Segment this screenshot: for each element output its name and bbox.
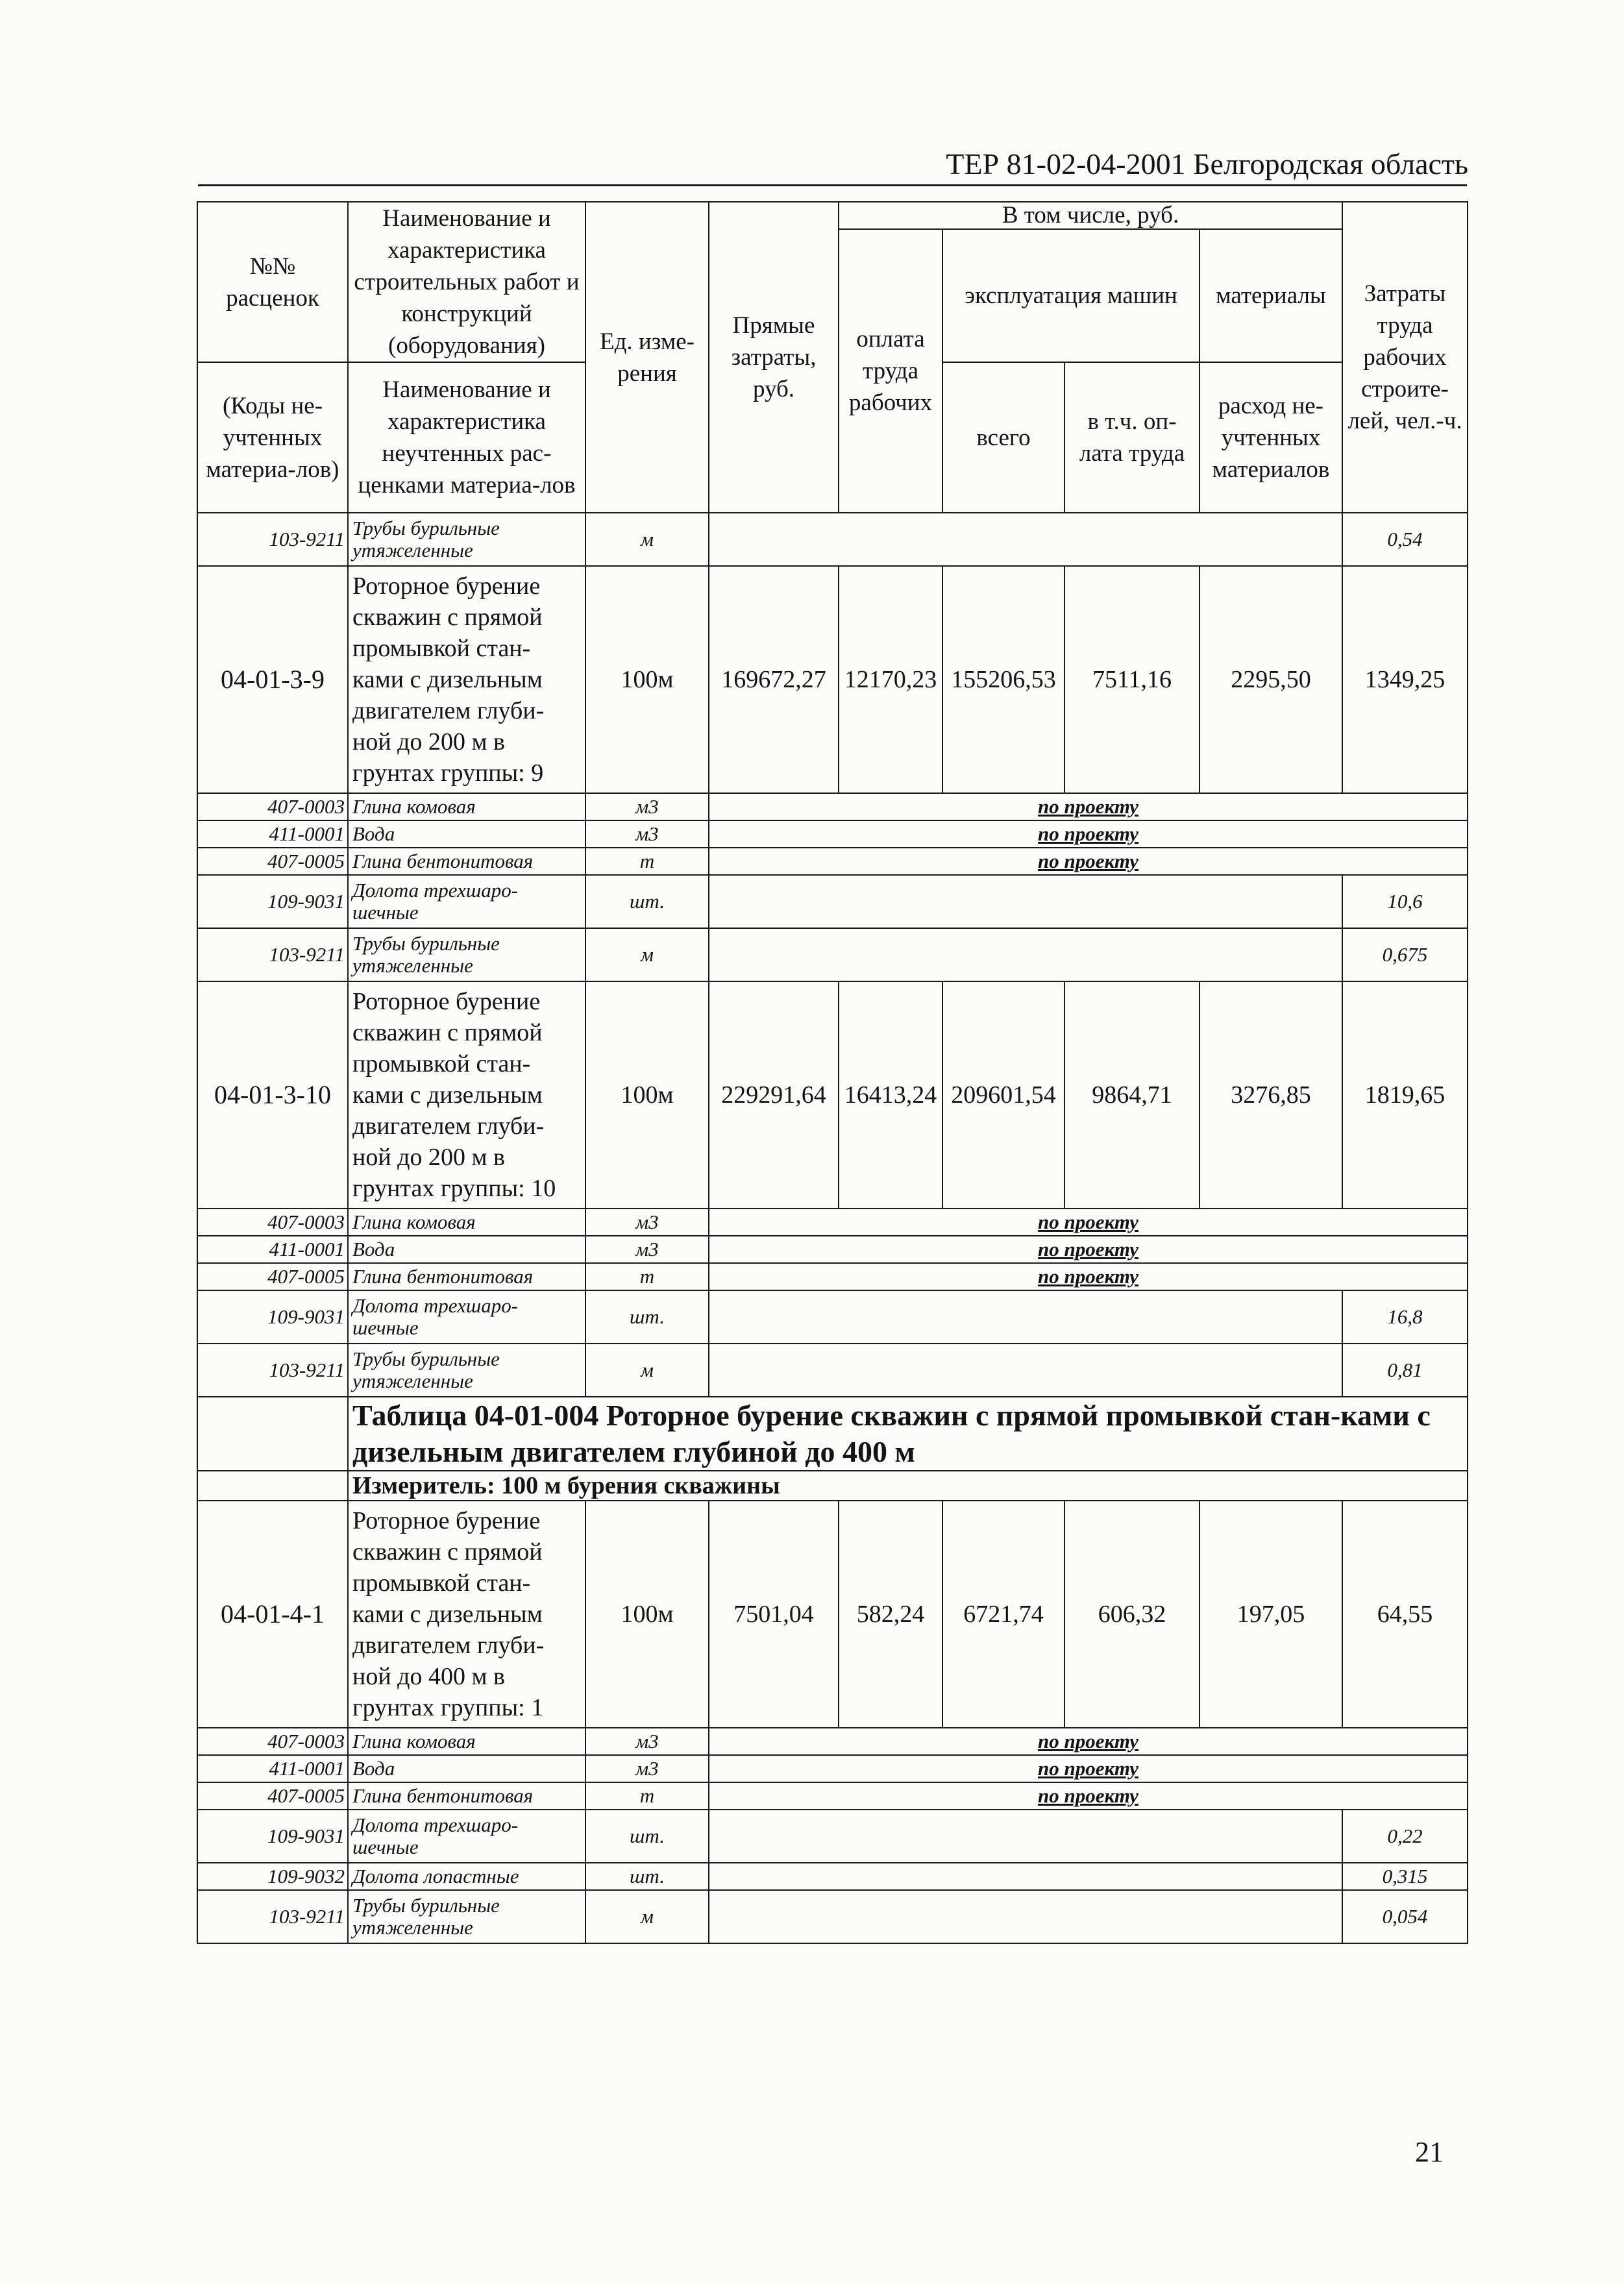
- machines-total: 155206,53: [942, 566, 1064, 793]
- material-per-project: по проекту: [709, 1209, 1468, 1236]
- material-name: Вода: [348, 1236, 585, 1263]
- empty-cell: [709, 1810, 1342, 1863]
- header-code-2: (Коды не-учтенных материа-лов): [197, 362, 348, 513]
- header-name-2: Наименование и характеристика неучтенных рас-ценками материа-лов: [348, 362, 585, 513]
- material-usage: 0,22: [1342, 1810, 1468, 1863]
- empty-cell: [197, 1471, 348, 1501]
- rate-code: 04-01-3-9: [197, 566, 348, 793]
- table-row: [197, 1290, 1468, 1344]
- material-name: Глина бентонитовая: [348, 848, 585, 875]
- material-name: Вода: [348, 820, 585, 848]
- rate-name: Роторное бурение скважин с прямой промывкой стан-ками с дизельным двигателем глуби-ной до 200 м в грунтах группы: 9: [348, 566, 585, 793]
- table-row: [197, 875, 1468, 928]
- empty-cell: [709, 1863, 1342, 1890]
- material-per-project: по проекту: [709, 1782, 1468, 1810]
- table-row: [197, 1263, 1468, 1290]
- table-row: [197, 1810, 1468, 1863]
- materials: 3276,85: [1200, 981, 1342, 1209]
- labor-hours: 64,55: [1342, 1501, 1468, 1728]
- material-code: 411-0001: [197, 1755, 348, 1782]
- machines-pay: 9864,71: [1064, 981, 1200, 1209]
- empty-cell: [709, 1890, 1342, 1943]
- page-number: 21: [1415, 2136, 1444, 2168]
- material-code: 109-9032: [197, 1863, 348, 1890]
- machines-pay: 606,32: [1064, 1501, 1200, 1728]
- material-usage: 0,81: [1342, 1344, 1468, 1397]
- rate-name: Роторное бурение скважин с прямой промывкой стан-ками с дизельным двигателем глуби-ной до 200 м в грунтах группы: 10: [348, 981, 585, 1209]
- empty-cell: [709, 1344, 1342, 1397]
- direct-costs: 229291,64: [709, 981, 839, 1209]
- material-name: Долота трехшаро-шечные: [348, 1290, 585, 1344]
- table-row: [197, 1890, 1468, 1943]
- section-measure: Измеритель: 100 м бурения скважины: [348, 1471, 1468, 1501]
- material-unit: м: [585, 1890, 709, 1943]
- material-unit: т: [585, 1782, 709, 1810]
- rate-code: 04-01-3-10: [197, 981, 348, 1209]
- material-code: 109-9031: [197, 875, 348, 928]
- material-unit: шт.: [585, 1863, 709, 1890]
- material-unit: м3: [585, 1728, 709, 1755]
- header-direct-costs: Прямые затраты, руб.: [709, 202, 839, 513]
- table-row: [197, 1344, 1468, 1397]
- table-row: [197, 1501, 1468, 1728]
- material-code: 407-0003: [197, 793, 348, 820]
- material-usage: 0,315: [1342, 1863, 1468, 1890]
- material-usage: 10,6: [1342, 875, 1468, 928]
- header-rule: [198, 184, 1467, 186]
- material-code: 103-9211: [197, 1344, 348, 1397]
- material-code: 407-0003: [197, 1728, 348, 1755]
- table-row: [197, 1236, 1468, 1263]
- machines-total: 209601,54: [942, 981, 1064, 1209]
- section-title-row: [197, 1397, 1468, 1471]
- table-row: [197, 1863, 1468, 1890]
- rate-unit: 100м: [585, 1501, 709, 1728]
- materials: 197,05: [1200, 1501, 1342, 1728]
- header-machines-total: всего: [942, 362, 1064, 513]
- material-code: 109-9031: [197, 1290, 348, 1344]
- empty-cell: [197, 1397, 348, 1471]
- material-name: Долота лопастные: [348, 1863, 585, 1890]
- empty-cell: [709, 513, 1342, 566]
- table-row: [197, 981, 1468, 1209]
- material-per-project: по проекту: [709, 1236, 1468, 1263]
- material-code: 411-0001: [197, 1236, 348, 1263]
- material-code: 407-0005: [197, 1782, 348, 1810]
- header-machines-pay: в т.ч. оп-лата труда: [1064, 362, 1200, 513]
- table-row: [197, 566, 1468, 793]
- table-row: [197, 848, 1468, 875]
- material-per-project: по проекту: [709, 1755, 1468, 1782]
- table-row: [197, 1755, 1468, 1782]
- material-name: Глина бентонитовая: [348, 1263, 585, 1290]
- header-name: Наименование и характеристика строительных работ и конструкций (оборудования): [348, 202, 585, 362]
- header-materials: материалы: [1200, 229, 1342, 362]
- material-unit: шт.: [585, 1290, 709, 1344]
- machines-pay: 7511,16: [1064, 566, 1200, 793]
- table-header-row: [197, 202, 1468, 229]
- table-row: [197, 820, 1468, 848]
- material-unit: шт.: [585, 875, 709, 928]
- material-usage: 0,054: [1342, 1890, 1468, 1943]
- material-name: Трубы бурильные утяжеленные: [348, 1344, 585, 1397]
- material-code: 407-0005: [197, 848, 348, 875]
- material-code: 407-0005: [197, 1263, 348, 1290]
- material-per-project: по проекту: [709, 1728, 1468, 1755]
- labor-pay: 16413,24: [839, 981, 942, 1209]
- header-machines: эксплуатация машин: [942, 229, 1200, 362]
- direct-costs: 7501,04: [709, 1501, 839, 1728]
- material-code: 407-0003: [197, 1209, 348, 1236]
- material-per-project: по проекту: [709, 848, 1468, 875]
- material-usage: 0,54: [1342, 513, 1468, 566]
- material-name: Глина бентонитовая: [348, 1782, 585, 1810]
- header-labor-pay: оплата труда рабочих: [839, 229, 942, 513]
- labor-pay: 582,24: [839, 1501, 942, 1728]
- table-row: [197, 1209, 1468, 1236]
- material-name: Глина комовая: [348, 1728, 585, 1755]
- material-unit: м3: [585, 793, 709, 820]
- header-including: В том числе, руб.: [839, 202, 1342, 229]
- material-code: 103-9211: [197, 1890, 348, 1943]
- material-unit: т: [585, 848, 709, 875]
- header-materials-usage: расход не-учтенных материалов: [1200, 362, 1342, 513]
- material-per-project: по проекту: [709, 793, 1468, 820]
- material-usage: 0,675: [1342, 928, 1468, 981]
- machines-total: 6721,74: [942, 1501, 1064, 1728]
- material-usage: 16,8: [1342, 1290, 1468, 1344]
- section-title: Таблица 04-01-004 Роторное бурение скважин с прямой промывкой стан-ками с дизельным двигателем глубиной до 400 м: [348, 1397, 1468, 1471]
- material-per-project: по проекту: [709, 820, 1468, 848]
- document-header: ТЕР 81-02-04-2001 Белгородская область: [946, 147, 1468, 180]
- header-labor-costs: Затраты труда рабочих строите-лей, чел.-ч.: [1342, 202, 1468, 513]
- material-name: Трубы бурильные утяжеленные: [348, 513, 585, 566]
- material-name: Долота трехшаро-шечные: [348, 1810, 585, 1863]
- empty-cell: [709, 928, 1342, 981]
- material-name: Трубы бурильные утяжеленные: [348, 1890, 585, 1943]
- table-row: [197, 1728, 1468, 1755]
- table-row: [197, 513, 1468, 566]
- material-code: 103-9211: [197, 513, 348, 566]
- material-code: 103-9211: [197, 928, 348, 981]
- material-code: 411-0001: [197, 820, 348, 848]
- material-unit: м3: [585, 1755, 709, 1782]
- material-unit: м3: [585, 1209, 709, 1236]
- material-code: 109-9031: [197, 1810, 348, 1863]
- rate-unit: 100м: [585, 566, 709, 793]
- material-per-project: по проекту: [709, 1263, 1468, 1290]
- rates-table: [197, 201, 1468, 1944]
- material-name: Вода: [348, 1755, 585, 1782]
- material-unit: м: [585, 1344, 709, 1397]
- material-unit: м: [585, 928, 709, 981]
- empty-cell: [709, 1290, 1342, 1344]
- measure-row: [197, 1471, 1468, 1501]
- material-unit: шт.: [585, 1810, 709, 1863]
- material-unit: м3: [585, 820, 709, 848]
- material-unit: м: [585, 513, 709, 566]
- material-unit: т: [585, 1263, 709, 1290]
- table-row: [197, 793, 1468, 820]
- empty-cell: [709, 875, 1342, 928]
- table-row: [197, 1782, 1468, 1810]
- materials: 2295,50: [1200, 566, 1342, 793]
- header-unit: Ед. изме-рения: [585, 202, 709, 513]
- table-row: [197, 928, 1468, 981]
- labor-pay: 12170,23: [839, 566, 942, 793]
- rate-unit: 100м: [585, 981, 709, 1209]
- direct-costs: 169672,27: [709, 566, 839, 793]
- rate-code: 04-01-4-1: [197, 1501, 348, 1728]
- labor-hours: 1819,65: [1342, 981, 1468, 1209]
- material-name: Долота трехшаро-шечные: [348, 875, 585, 928]
- header-code: №№ расценок: [197, 202, 348, 362]
- rate-name: Роторное бурение скважин с прямой промывкой стан-ками с дизельным двигателем глуби-ной до 400 м в грунтах группы: 1: [348, 1501, 585, 1728]
- material-unit: м3: [585, 1236, 709, 1263]
- material-name: Глина комовая: [348, 793, 585, 820]
- material-name: Трубы бурильные утяжеленные: [348, 928, 585, 981]
- material-name: Глина комовая: [348, 1209, 585, 1236]
- labor-hours: 1349,25: [1342, 566, 1468, 793]
